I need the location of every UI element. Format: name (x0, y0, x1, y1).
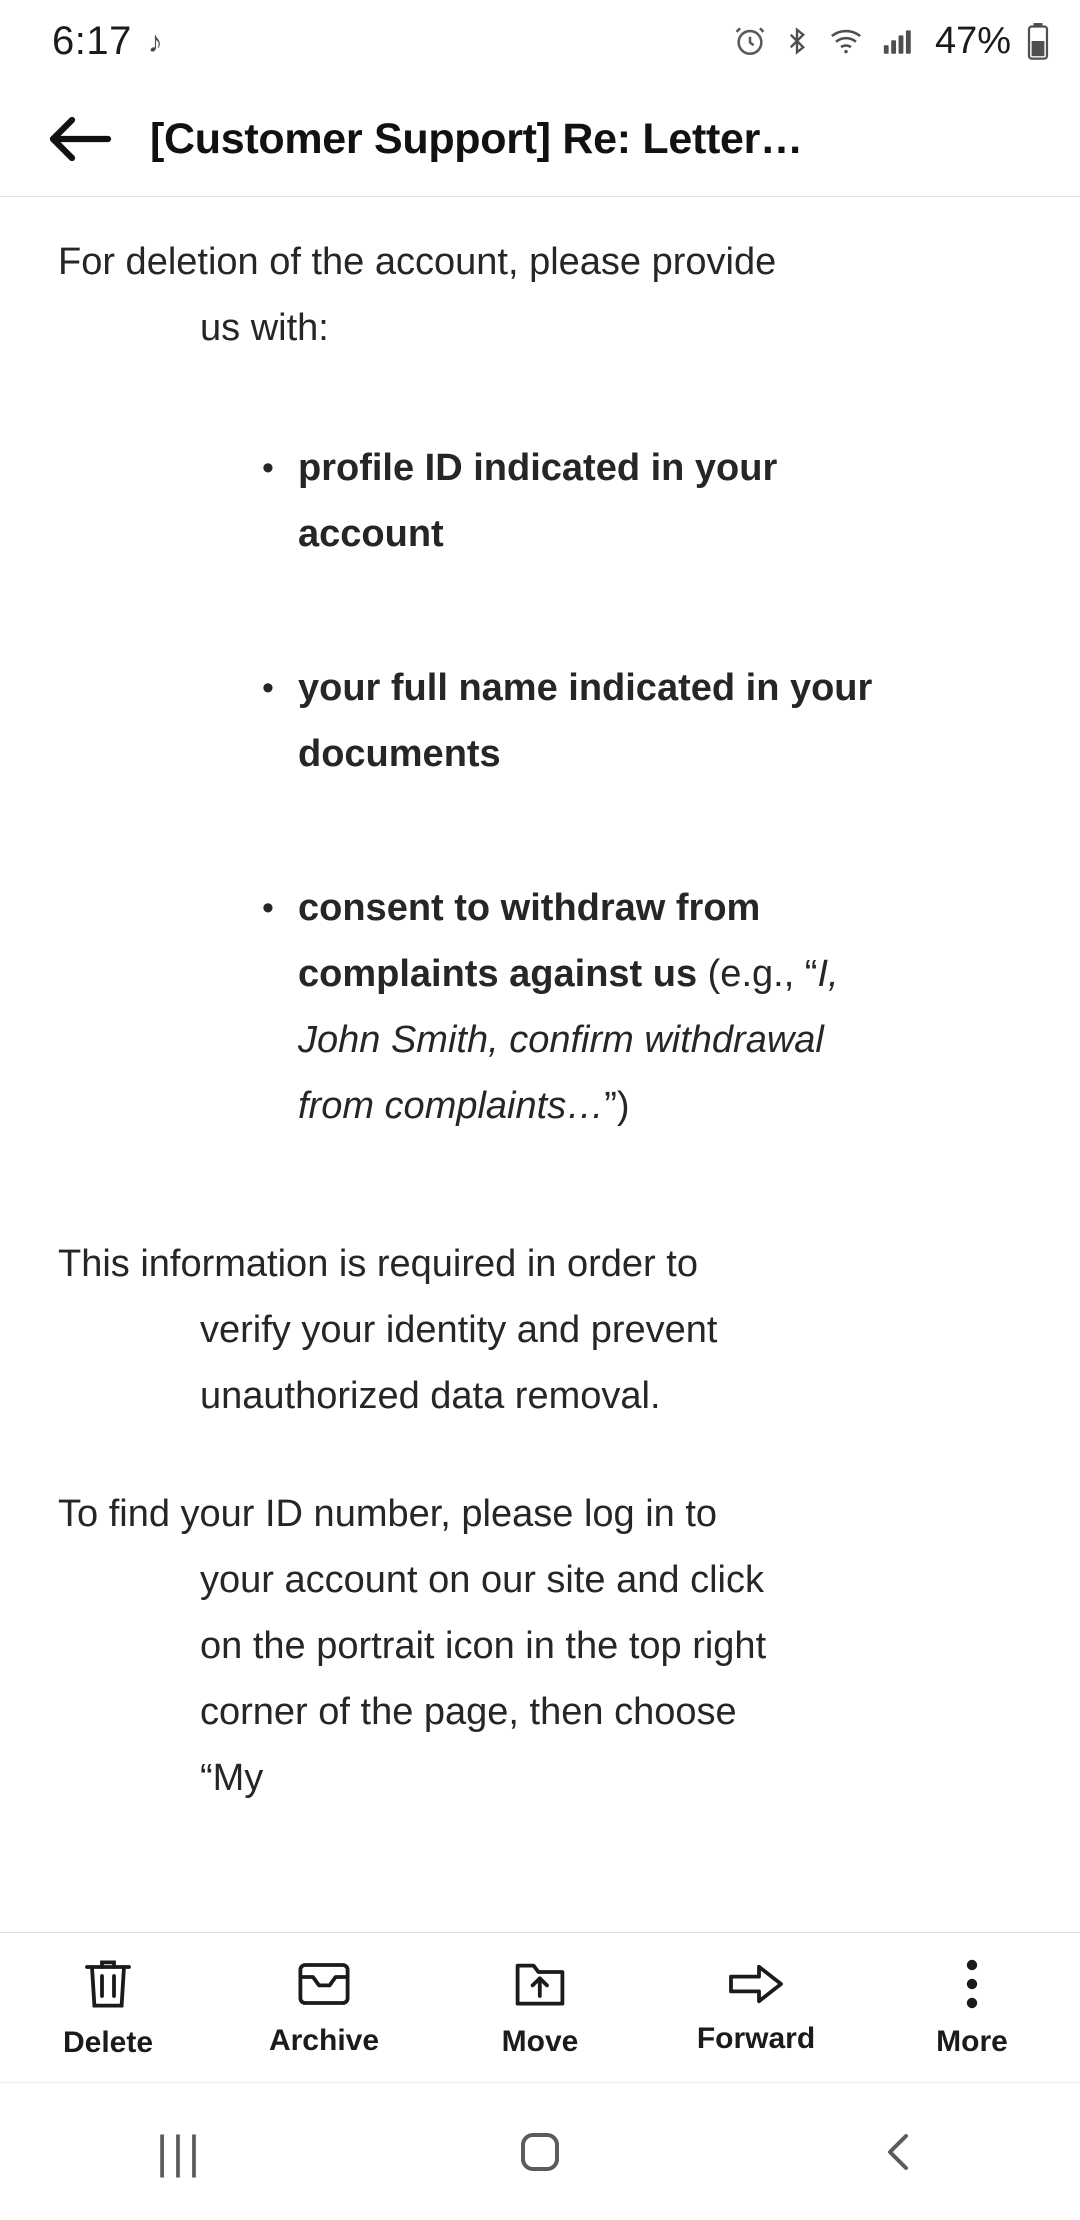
recents-icon[interactable]: ||| (156, 2125, 204, 2178)
message-paragraph-3: To find your ID number, please log in to your account on our site and click on the portrait icon in the top right corner of the page, then choose “My (58, 1493, 767, 1799)
system-navigation-bar (0, 2082, 1080, 2220)
alarm-icon (733, 24, 767, 58)
move-folder-icon (513, 1957, 567, 2011)
list-item-example-prefix: (e.g., “ (697, 953, 818, 995)
trash-icon (82, 1956, 134, 2012)
more-label: More (936, 2024, 1008, 2058)
list-item (298, 655, 878, 787)
battery-percent-label: 47% (934, 19, 1011, 62)
signal-icon (880, 24, 916, 58)
list-item-label: consent to withdraw from complaints against us (298, 887, 761, 995)
status-bar (0, 0, 1080, 82)
message-paragraph-2: This information is required in order to verify your identity and prevent unauthorized data removal. (58, 1243, 718, 1417)
status-clock: 6:17 (52, 18, 132, 63)
status-bar-left (52, 19, 163, 64)
home-icon[interactable] (440, 2083, 640, 2220)
move-button[interactable] (440, 1957, 640, 2059)
forward-label: Forward (696, 2021, 816, 2055)
delete-button[interactable] (8, 1956, 208, 2060)
app-bar (0, 82, 1080, 197)
forward-button[interactable] (656, 1960, 856, 2056)
status-bar-right (733, 20, 1050, 63)
wifi-icon (827, 24, 865, 58)
requirements-list (58, 435, 1022, 1139)
music-note-icon: ♪ (147, 26, 163, 59)
forward-arrow-icon (726, 1960, 786, 2008)
back-arrow-icon[interactable] (38, 97, 122, 181)
list-item (298, 875, 878, 1139)
message-intro-paragraph: For deletion of the account, please provide us with: (58, 241, 777, 349)
list-item-example-tail: ”) (604, 1085, 630, 1127)
battery-icon (1026, 22, 1050, 60)
bluetooth-icon (782, 24, 812, 58)
list-item-label: your full name indicated in your documents (298, 667, 873, 775)
page-title: [Customer Support] Re: Letter… (150, 114, 803, 163)
list-item (298, 435, 878, 567)
archive-button[interactable] (224, 1958, 424, 2058)
archive-label: Archive (268, 2023, 380, 2057)
more-vertical-icon (958, 1957, 986, 2011)
message-body[interactable] (0, 197, 1080, 1932)
more-button[interactable] (872, 1957, 1072, 2059)
message-action-toolbar (0, 1932, 1080, 2082)
archive-icon (296, 1958, 352, 2010)
list-item-example-italic: I, John Smith, confirm withdrawal from complaints… (298, 953, 839, 1127)
list-item-label: profile ID indicated in your account (298, 447, 778, 555)
move-label: Move (501, 2024, 579, 2058)
delete-label: Delete (62, 2025, 154, 2059)
nav-back-icon[interactable] (800, 2083, 1000, 2220)
